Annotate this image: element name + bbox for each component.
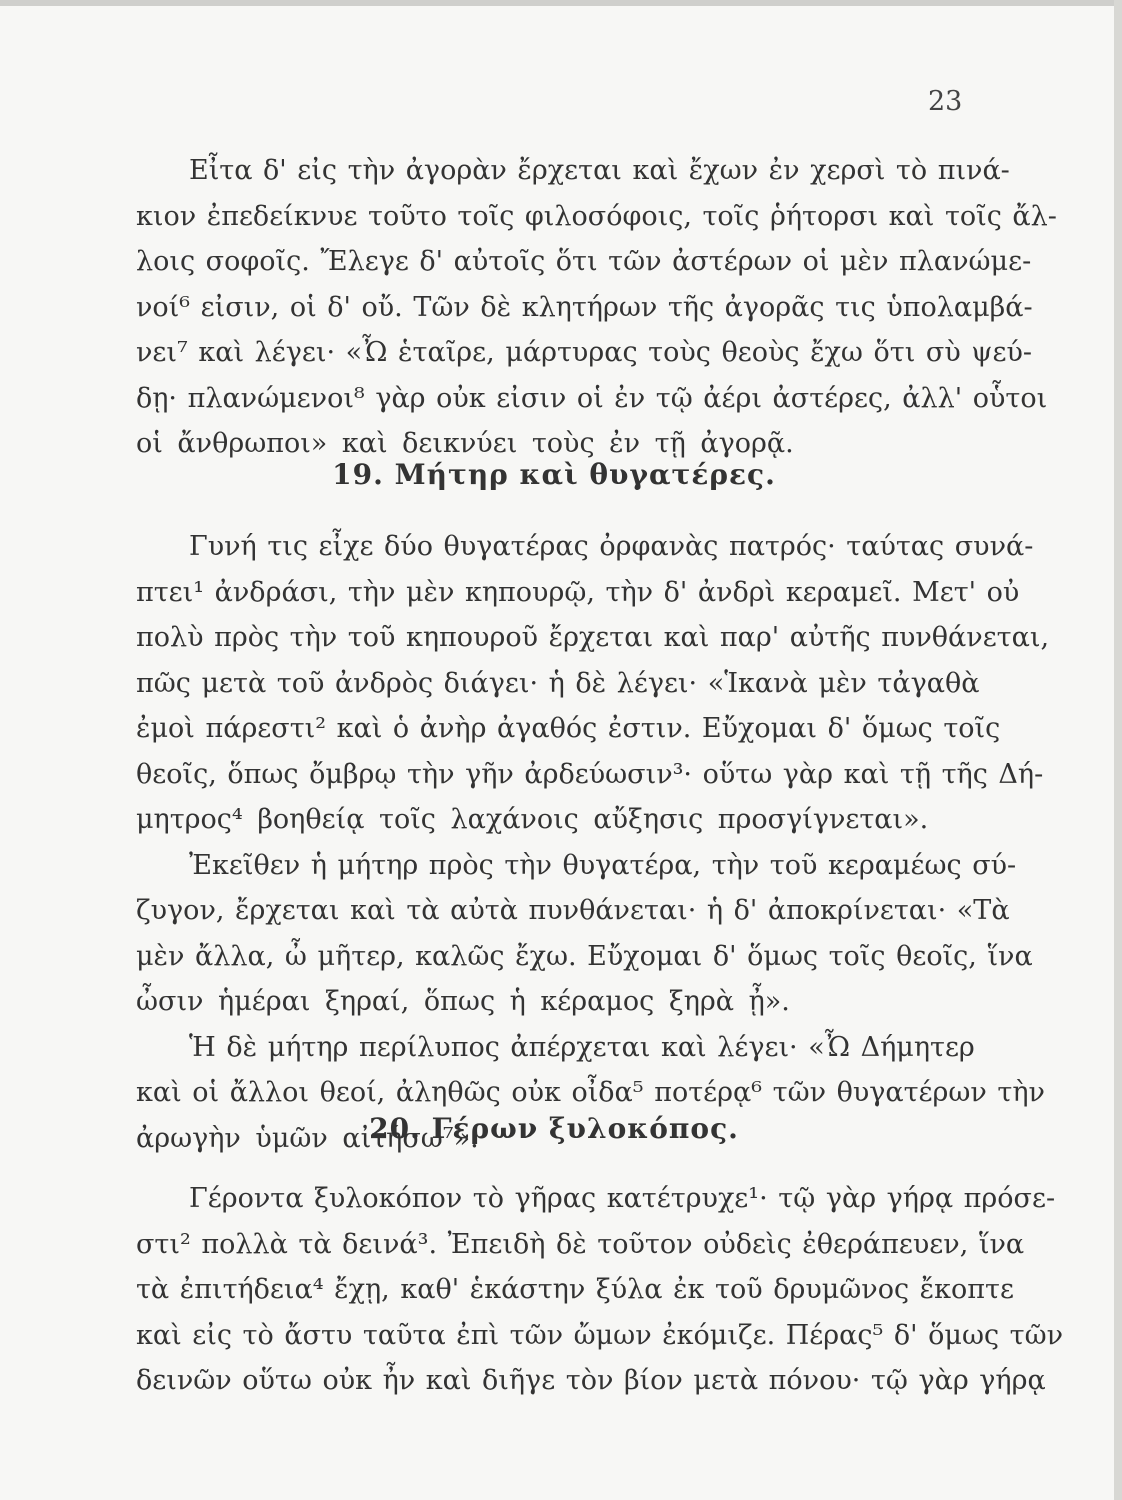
section-heading-19: 19. Μήτηρ καὶ θυγατέρες. [332,458,776,491]
text-line: δεινῶν οὕτω οὐκ ἦν καὶ διῆγε τὸν βίον μετὰ πόνου· τῷ γὰρ γήρᾳ [136,1365,1046,1396]
text-line: λοις σοφοῖς. Ἔλεγε δ' αὐτοῖς ὅτι τῶν ἀστέρων οἱ μὲν πλανώμε- [136,246,1032,277]
opening-paragraph [136,148,1057,467]
text-line: τὰ ἐπιτήδεια⁴ ἔχῃ, καθ' ἑκάστην ξύλα ἐκ τοῦ δρυμῶνος ἔκοπτε [136,1274,1014,1305]
text-line: καὶ οἱ ἄλλοι θεοί, ἀληθῶς οὐκ οἶδα⁵ ποτέρᾳ⁶ τῶν θυγατέρων τὴν [136,1077,1045,1108]
text-line: νει⁷ καὶ λέγει· «Ὦ ἑταῖρε, μάρτυρας τοὺς θεοὺς ἔχω ὅτι σὺ ψεύ- [136,337,1033,368]
page-number: 23 [928,86,963,117]
text-line: δῃ· πλανώμενοι⁸ γὰρ οὐκ εἰσιν οἱ ἐν τῷ ἀέρι ἀστέρες, ἀλλ' οὗτοι [136,382,1048,414]
text-line: πῶς μετὰ τοῦ ἀνδρὸς διάγει· ἡ δὲ λέγει· «Ἱκανὰ μὲν τἀγαθὰ [136,667,980,699]
story-19-text [136,524,1050,1161]
text-line: πτει¹ ἀνδράσι, τὴν μὲν κηπουρῷ, τὴν δ' ἀνδρὶ κεραμεῖ. Μετ' οὐ [136,576,1020,608]
text-line: νοί⁶ εἰσιν, οἱ δ' οὔ. Τῶν δὲ κλητήρων τῆς ἀγορᾶς τις ὑπολαμβά- [136,291,1033,323]
text-line: Ἡ δὲ μήτηρ περίλυπος ἀπέρχεται καὶ λέγει· «Ὦ Δήμητερ [189,1031,975,1063]
text-line: μὲν ἄλλα, ὦ μῆτερ, καλῶς ἔχω. Εὔχομαι δ' ὅμως τοῖς θεοῖς, ἵνα [136,940,1033,972]
text-line: στι² πολλὰ τὰ δεινά³. Ἐπειδὴ δὲ τοῦτον οὐδεὶς ἐθεράπευεν, ἵνα [136,1228,1025,1260]
section-heading-20: 20. Γέρων ξυλοκόπος. [369,1112,739,1145]
page-right-edge [1114,0,1122,1500]
text-line: ὦσιν ἡμέραι ξηραί, ὅπως ἡ κέραμος ξηρὰ ᾖ». [136,986,790,1017]
text-line: ἀρωγὴν ὑμῶν αἰτήσω⁷». [136,1122,479,1154]
text-line: Γέροντα ξυλοκόπον τὸ γῆρας κατέτρυχε¹· τῷ γὰρ γήρᾳ πρόσε- [189,1183,1056,1214]
page-top-edge [0,0,1122,6]
text-line: θεοῖς, ὅπως ὄμβρῳ τὴν γῆν ἀρδεύωσιν³· οὕτω γὰρ καὶ τῇ τῆς Δή- [136,758,1044,790]
text-line: Ἐκεῖθεν ἡ μήτηρ πρὸς τὴν θυγατέρα, τὴν τοῦ κεραμέως σύ- [189,849,1017,881]
text-line: καὶ εἰς τὸ ἄστυ ταῦτα ἐπὶ τῶν ὤμων ἐκόμιζε. Πέρας⁵ δ' ὅμως τῶν [136,1319,1064,1351]
text-line: ζυγον, ἔρχεται καὶ τὰ αὐτὰ πυνθάνεται· ἡ δ' ἀποκρίνεται· «Τὰ [136,895,1010,926]
text-line: Γυνή τις εἶχε δύο θυγατέρας ὀρφανὰς πατρός· ταύτας συνά- [189,531,1034,562]
text-line: Εἶτα δ' εἰς τὴν ἀγορὰν ἔρχεται καὶ ἔχων ἐν χερσὶ τὸ πινά- [189,155,1010,186]
text-line: πολὺ πρὸς τὴν τοῦ κηπουροῦ ἔρχεται καὶ παρ' αὐτῆς πυνθάνεται, [136,622,1050,653]
text-line: κιον ἐπεδείκνυε τοῦτο τοῖς φιλοσόφοις, τοῖς ῥήτορσι καὶ τοῖς ἄλ- [136,200,1057,232]
text-line: οἱ ἄνθρωποι» καὶ δεικνύει τοὺς ἐν τῇ ἀγορᾷ. [136,428,794,459]
text-line: ἐμοὶ πάρεστι² καὶ ὁ ἀνὴρ ἀγαθός ἐστιν. Εὔχομαι δ' ὅμως τοῖς [136,713,1001,744]
text-line: μητρος⁴ βοηθείᾳ τοῖς λαχάνοις αὔξησις προσγίγνεται». [136,804,929,835]
story-20-text [136,1176,1064,1404]
